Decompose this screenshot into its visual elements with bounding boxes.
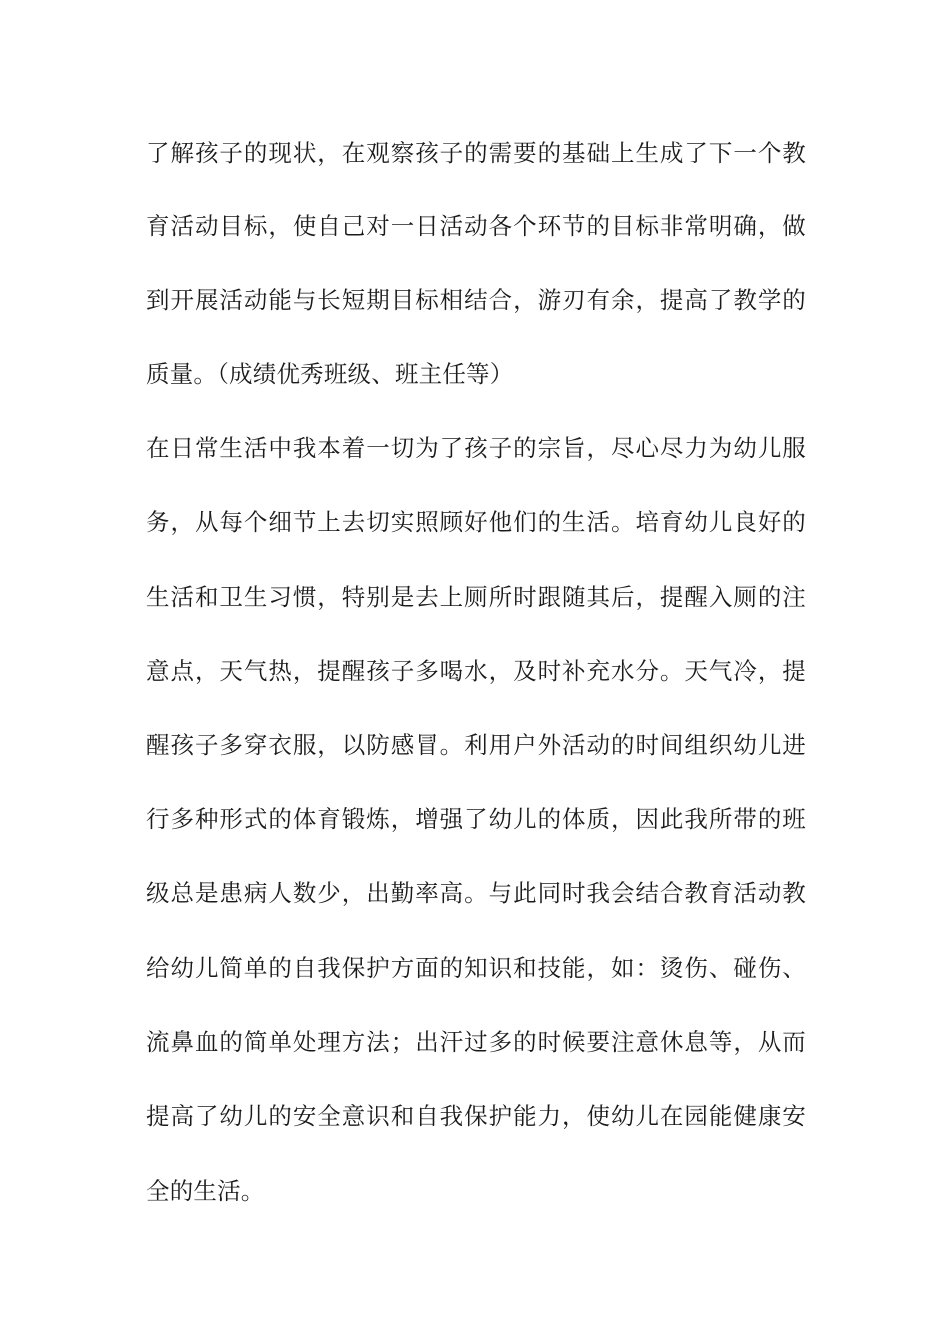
text-line: 生活和卫生习惯，特别是去上厕所时跟随其后，提醒入厕的注 [146,583,806,611]
text-line: 质量。（成绩优秀班级、班主任等） [146,360,514,388]
text-line: 全的生活。 [146,1177,265,1205]
text-line: 在日常生活中我本着一切为了孩子的宗旨，尽心尽力为幼儿服 [146,434,806,462]
text-line: 级总是患病人数少，出勤率高。与此同时我会结合教育活动教 [146,879,806,907]
text-line: 提高了幼儿的安全意识和自我保护能力，使幼儿在园能健康安 [146,1102,806,1130]
text-line: 流鼻血的简单处理方法；出汗过多的时候要注意休息等，从而 [146,1028,806,1056]
text-line: 到开展活动能与长短期目标相结合，游刃有余，提高了教学的 [146,286,806,314]
text-line: 意点，天气热，提醒孩子多喝水，及时补充水分。天气冷，提 [146,657,806,685]
text-line: 育活动目标，使自己对一日活动各个环节的目标非常明确，做 [146,212,806,240]
text-line: 醒孩子多穿衣服，以防感冒。利用户外活动的时间组织幼儿进 [146,731,806,759]
text-line: 行多种形式的体育锻炼，增强了幼儿的体质，因此我所带的班 [146,805,806,833]
text-line: 了解孩子的现状，在观察孩子的需要的基础上生成了下一个教 [146,139,806,167]
text-line: 给幼儿简单的自我保护方面的知识和技能，如：烫伤、碰伤、 [146,954,806,982]
text-line: 务，从每个细节上去切实照顾好他们的生活。培育幼儿良好的 [146,508,806,536]
